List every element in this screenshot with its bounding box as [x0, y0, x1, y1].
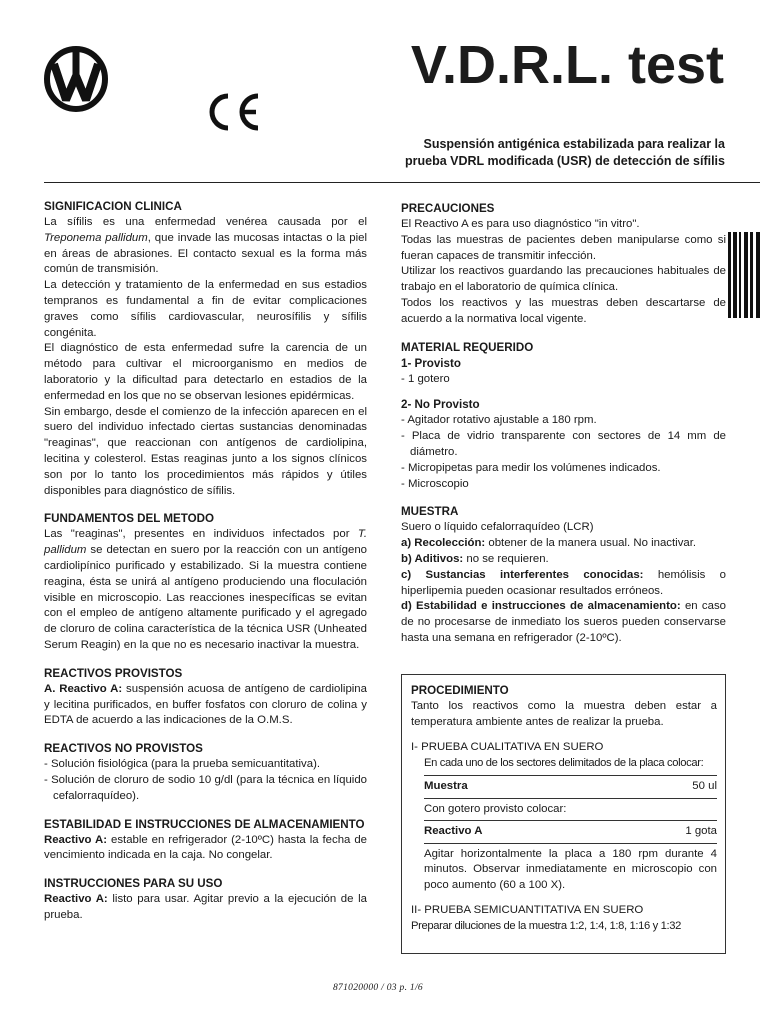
species-name: T. pallidum	[44, 528, 367, 557]
text: se detectan en suero por la reacción con un antígeno cardiolipínico purificado y estabilizado. Si la muestra contiene reagina, ésta se unirá al antígeno produciendo una floculación visible en microscopio. Las reacciones inespecíficas se evitan con el empleo de antígeno altamente purificado y el agregado de cloruro de colina característica de la técnica USR (Unheated Serum Reagin) en la que no es necesario inactivar la muestra.	[44, 544, 367, 651]
list-item: - Solución de cloruro de sodio 10 g/dl (para la técnica en líquido cefalorraquídeo).	[44, 773, 367, 802]
paragraph	[401, 536, 726, 552]
paragraph: Tanto los reactivos como la muestra deben estar a temperatura ambiente antes de realizar la prueba.	[411, 700, 717, 728]
section-title: REACTIVOS PROVISTOS	[44, 666, 183, 680]
paragraph: Agitar horizontalmente la placa a 180 rpm durante 4 minutos. Observar inmediatamente en microscopio con poco aumento (60 a 100 X).	[424, 847, 717, 891]
paragraph: Sin embargo, desde el comienzo de la infección aparecen en el suero del individuo infectado ciertas sustancias denominadas "reaginas", que reaccionan con antígenos de cardiolipina, lecitina y colesterol. Estas reaginas junto a los signos clínicos son por lo tanto los procedimientos más rápidos y útiles disponibles para diagnóstico de sífilis.	[44, 405, 367, 497]
wiener-logo-icon	[44, 46, 108, 112]
header-divider	[44, 182, 760, 183]
paragraph	[44, 527, 367, 653]
paragraph: En cada uno de los sectores delimitados de la placa colocar:	[424, 756, 704, 769]
list	[401, 372, 726, 388]
section-title: MUESTRA	[401, 505, 459, 519]
list-item: - Solución fisiológica (para la prueba semicuantitativa).	[44, 758, 321, 771]
table-row	[411, 821, 717, 843]
ce-mark-icon	[202, 90, 264, 134]
list-item: - Placa de vidrio transparente con sectores de 14 mm de diámetro.	[401, 430, 726, 458]
paragraph: Preparar diluciones de la muestra 1:2, 1:4, 1:8, 1:16 y 1:32	[411, 919, 682, 932]
paragraph	[44, 215, 367, 278]
section-estabilidad	[44, 817, 367, 865]
section-muestra	[401, 504, 726, 646]
label: Reactivo A:	[44, 833, 108, 846]
label: b) Aditivos:	[401, 552, 464, 565]
section-title: PRECAUCIONES	[401, 202, 495, 215]
subsection-title: 1- Provisto	[401, 356, 461, 370]
section-instrucciones-uso	[44, 876, 367, 924]
section-significacion	[44, 199, 367, 499]
section-material	[401, 340, 726, 493]
paragraph: El diagnóstico de esta enfermedad sufre la carencia de un método para cultivar el microorganismo en medios de laboratorio y la dificultad para detectarlo en estadios de la enfermedad en los que no se observan lesiones epidérmicas.	[44, 342, 367, 402]
list-item: - Agitador rotativo ajustable a 180 rpm.	[401, 414, 597, 427]
text: estable en refrigerador (2-10ºC) hasta la fecha de vencimiento indicada en la caja. No congelar.	[44, 833, 367, 862]
table-cell-value: 1 gota	[685, 825, 717, 837]
list	[44, 757, 367, 804]
subsection-title: I- PRUEBA CUALITATIVA EN SUERO	[411, 741, 604, 753]
section-reactivos-no-provistos	[44, 741, 367, 804]
page-title: V.D.R.L. test	[410, 35, 724, 95]
text: La sífilis es una enfermedad venérea causada por el	[44, 216, 367, 228]
text: suspensión acuosa de antígeno de cardiolipina y lecitina purificados, en buffer fosfatos con cloruro de colina y EDTA de acuerdo a las indicaciones de la O.M.S.	[44, 682, 367, 727]
paragraph: Utilizar los reactivos guardando las precauciones habituales de trabajo en el laboratorio de química clínica.	[401, 265, 726, 294]
paragraph: El Reactivo A es para uso diagnóstico "in vitro".	[401, 218, 640, 230]
text: en caso de no procesarse de inmediato los sueros pueden conservarse hasta una semana en refrigerador (2-10ºC).	[401, 600, 726, 644]
section-title: INSTRUCCIONES PARA SU USO	[44, 877, 223, 891]
table-cell-label: Reactivo A	[424, 825, 483, 837]
subtitle-line-2: prueba VDRL modificada (USR) de detección de sífilis	[405, 154, 725, 168]
table-row	[411, 776, 717, 798]
text: hemólisis o hiperlipemia pueden ocasionar resultados erróneos.	[401, 568, 727, 597]
list	[401, 413, 726, 492]
paragraph: La detección y tratamiento de la enfermedad en sus estadios tempranos es fundamental a fin de evitar complicaciones graves como sífilis cardiovascular, neurosífilis y sífilis congénita.	[44, 279, 367, 339]
label: a) Recolección:	[401, 537, 486, 550]
paragraph	[44, 892, 367, 924]
paragraph	[401, 599, 726, 646]
paragraph: Todos los reactivos y las muestras deben descartarse de acuerdo a la normativa local vigente.	[401, 296, 726, 325]
paragraph: Suero o líquido cefalorraquídeo (LCR)	[401, 521, 594, 534]
section-title: PROCEDIMIENTO	[411, 684, 509, 697]
label: A. Reactivo A:	[44, 682, 123, 695]
procedure-box	[401, 674, 726, 954]
text: obtener de la manera usual. No inactivar.	[485, 537, 697, 550]
section-reactivos-provistos	[44, 666, 367, 729]
label: d) Estabilidad e instrucciones de almacenamiento:	[401, 600, 681, 613]
page-footer: 871020000 / 03 p. 1/6	[333, 983, 423, 993]
text: Las "reaginas", presentes en individuos infectados por	[44, 528, 358, 541]
paragraph: Con gotero provisto colocar:	[424, 802, 567, 815]
section-title: SIGNIFICACION CLINICA	[44, 200, 182, 213]
section-title: ESTABILIDAD E INSTRUCCIONES DE ALMACENAMIENTO	[44, 817, 365, 831]
text: , que invade las mucosas intactas o la piel en áreas de abrasiones. El contacto sexual es la forma más común de transmisión.	[44, 231, 367, 276]
paragraph	[401, 568, 726, 600]
subsection-title: 2- No Provisto	[401, 398, 480, 412]
subsection-title: II- PRUEBA SEMICUANTITATIVA EN SUERO	[411, 904, 644, 916]
paragraph	[401, 552, 726, 568]
section-fundamentos	[44, 511, 367, 653]
subtitle-line-1: Suspensión antigénica estabilizada para realizar la	[423, 137, 725, 151]
label: c) Sustancias interferentes conocidas:	[401, 568, 644, 581]
left-column	[44, 199, 367, 936]
list-item: - Micropipetas para medir los volúmenes indicados.	[401, 461, 661, 474]
section-title: MATERIAL REQUERIDO	[401, 340, 534, 354]
section-precauciones	[401, 201, 726, 328]
list-item: - Microscopio	[401, 477, 469, 490]
section-title: FUNDAMENTOS DEL METODO	[44, 512, 215, 526]
text: no se requieren.	[463, 552, 549, 565]
paragraph	[44, 682, 367, 729]
list-item: - 1 gotero	[401, 372, 450, 385]
paragraph	[44, 833, 367, 865]
label: Reactivo A:	[44, 893, 108, 906]
table-cell-label: Muestra	[424, 780, 468, 792]
table-cell-value: 50 ul	[692, 780, 717, 792]
section-title: REACTIVOS NO PROVISTOS	[44, 742, 203, 756]
paragraph: Todas las muestras de pacientes deben manipularse como si fueran capaces de transmitir infección.	[401, 233, 726, 262]
species-name: Treponema pallidum	[44, 231, 148, 244]
text: listo para usar. Agitar previo a la ejecución de la prueba.	[44, 893, 367, 921]
right-column	[401, 201, 726, 659]
page-subtitle	[365, 136, 725, 170]
barcode-icon	[728, 232, 762, 318]
